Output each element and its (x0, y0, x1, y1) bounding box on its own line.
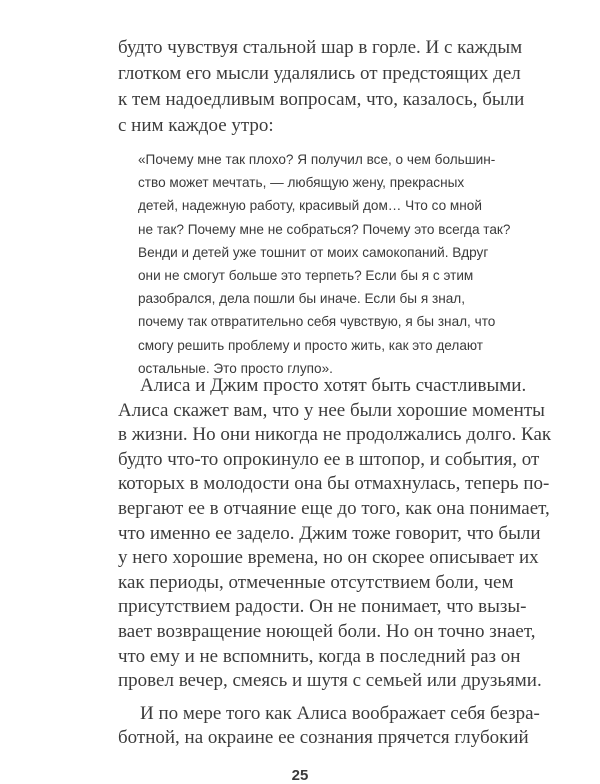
text-line: ботной, на окраине ее сознания прячется глубокий (118, 727, 529, 749)
text-line: будто чувствуя стальной шар в горле. И с каждым (118, 37, 523, 58)
text-line: присутствием радости. Он не понимает, что вызы- (118, 596, 527, 618)
quote-line: остальные. Это просто глупо». (138, 360, 333, 376)
quote-line: Венди и детей уже тошнит от моих самокопаний. Вдруг (138, 244, 489, 260)
text-line: провел вечер, смеясь и шутя с семьей или друзьями. (118, 670, 542, 692)
quote-line: они не смогут больше это терпеть? Если бы я с этим (138, 268, 474, 283)
text-line: Алиса скажет вам, что у нее были хорошие моменты (118, 399, 545, 421)
text-line: будто что-то опрокинуло ее в штопор, и события, от (118, 448, 540, 470)
text-line: с ним каждое утро: (118, 115, 274, 136)
text-line: вает возвращение ноющей боли. Но он точно знает, (118, 621, 536, 642)
text-line: что ему и не вспомнить, когда в последний раз он (118, 645, 521, 667)
quote-line: ство может мечтать, — любящую жену, прекрасных (138, 175, 465, 191)
text-line: в жизни. Но они никогда не продолжались долго. Как (118, 424, 552, 446)
quote-line: почему так отвратительно себя чувствую, я бы знал, что (138, 314, 496, 330)
text-line: глотком его мысли удалялись от предстоящих дел (118, 63, 521, 84)
text-line: Алиса и Джим просто хотят быть счастливыми. (140, 375, 527, 396)
quote-line: смогу решить проблему и просто жить, как это делают (138, 337, 484, 353)
quote-line: разобрался, дела пошли бы иначе. Если бы я знал, (138, 291, 465, 307)
text-line: к тем надоедливым вопросам, что, казалось, были (118, 89, 525, 110)
page-number: 25 (291, 767, 309, 784)
text-line: что именно ее задело. Джим тоже говорит, что были (118, 522, 541, 544)
quote-line: детей, надежную работу, красивый дом… Что со мной (138, 198, 482, 214)
quote-line: «Почему мне так плохо? Я получил все, о чем большин- (138, 152, 496, 167)
text-line: которых в молодости она бы отмахнулась, теперь по- (118, 473, 550, 495)
text-line: как периоды, отмеченные отсутствием боли, чем (118, 571, 514, 593)
quote-line: не так? Почему мне не собраться? Почему это всегда так? (138, 221, 511, 237)
text-line: И по мере того как Алиса воображает себя безра- (140, 702, 540, 724)
text-line: у него хорошие времена, но он скорее описывает их (118, 547, 539, 569)
text-line: вергают ее в отчаяние еще до того, как она понимает, (118, 498, 550, 519)
